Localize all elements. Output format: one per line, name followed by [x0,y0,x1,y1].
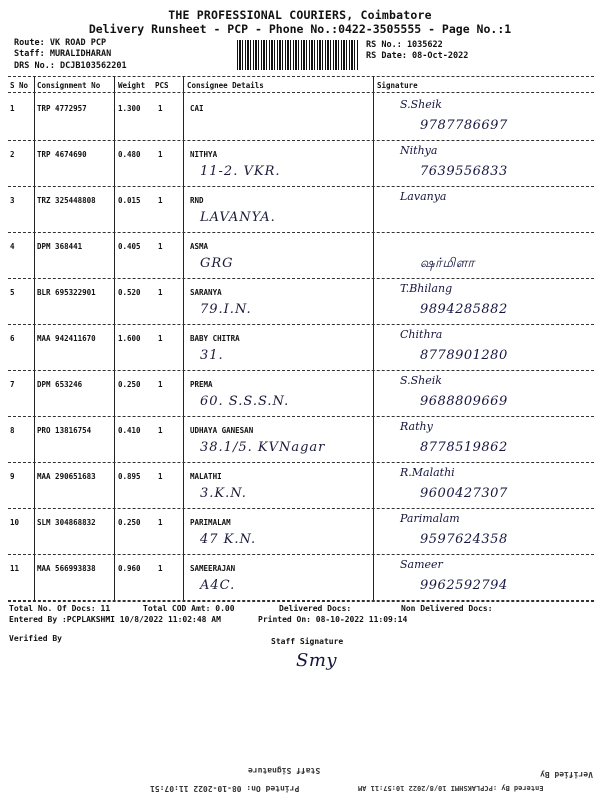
row-signature: S.Sheik [400,98,442,111]
staff-signature-label: Staff Signature [271,637,344,646]
row-consignee-name: SAMEERAJAN [190,564,236,573]
row-weight: 1.300 [118,104,141,113]
delivered-docs: Delivered Docs: [279,604,352,613]
row-signature: Parimalam [400,512,460,525]
table-top-rule [8,76,594,77]
row-signature: S.Sheik [400,374,442,387]
total-cod: Total COD Amt: 0.00 [143,604,235,613]
row-consignee-name: ASMA [190,242,209,251]
row-weight: 0.960 [118,564,141,573]
company-title: THE PROFESSIONAL COURIERS, Coimbatore [168,8,432,22]
column-header-consignment: Consignment No [37,81,101,90]
row-sno: 6 [10,334,15,343]
row-consignee-address: 38.1/5. KVNagar [200,440,326,455]
row-consignee-address: A4C. [200,578,236,593]
row-consignee-name: MALATHI [190,472,222,481]
row-signature-phone: 9962592794 [420,578,508,593]
row-consignee-address: 79.I.N. [200,302,252,317]
row-consignee-address: 60. S.S.S.N. [200,394,290,409]
non-delivered-docs: Non Delivered Docs: [401,604,493,613]
bleed-entered-by: Entered By :PCPLAKSHMI 10/8/2022 10:57:11 AM [358,784,544,792]
row-consignment-no: BLR 695322901 [37,288,96,297]
row-weight: 0.405 [118,242,141,251]
bleed-printed-on: Printed On: 08-10-2022 11:07:51 [150,784,300,793]
column-header-pcs: PCS [155,81,169,90]
row-consignee-name: NITHYA [190,150,218,159]
row-pcs: 1 [158,472,163,481]
row-sno: 1 [10,104,15,113]
row-pcs: 1 [158,564,163,573]
row-weight: 0.410 [118,426,141,435]
row-signature: Lavanya [400,190,447,203]
row-consignee-address: 11-2. VKR. [200,164,281,179]
row-consignee-name: PREMA [190,380,213,389]
row-signature-phone: 9688809669 [420,394,508,409]
staff-label: Staff: MURALIDHARAN [14,49,112,59]
row-consignment-no: DPM 653246 [37,380,83,389]
row-pcs: 1 [158,518,163,527]
total-docs: Total No. Of Docs: 11 [9,604,111,613]
row-signature-phone: 9787786697 [420,118,508,133]
row-divider [8,416,594,417]
printed-on: Printed On: 08-10-2022 11:09:14 [258,615,408,624]
barcode-image [237,40,359,70]
row-sno: 3 [10,196,15,205]
row-consignment-no: PRO 13816754 [37,426,92,435]
row-pcs: 1 [158,150,163,159]
row-weight: 1.600 [118,334,141,343]
row-pcs: 1 [158,334,163,343]
row-sno: 7 [10,380,15,389]
header-bottom-rule [8,92,594,93]
row-sno: 4 [10,242,15,251]
row-consignee-address: 3.K.N. [200,486,247,501]
bleed-staff-signature: Staff Signature [248,766,321,775]
row-consignee-address: GRG [200,256,234,271]
row-signature: Rathy [400,420,433,433]
row-pcs: 1 [158,242,163,251]
row-divider [8,232,594,233]
row-signature-phone: 8778901280 [420,348,508,363]
column-header-signature: Signature [377,81,418,90]
row-consignee-name: UDHAYA GANESAN [190,426,254,435]
row-signature-phone: 8778519862 [420,440,508,455]
row-pcs: 1 [158,288,163,297]
entered-by: Entered By :PCPLAKSHMI 10/8/2022 11:02:48 AM [9,615,221,624]
row-weight: 0.520 [118,288,141,297]
row-divider [8,186,594,187]
row-consignment-no: DPM 368441 [37,242,83,251]
row-pcs: 1 [158,426,163,435]
row-weight: 0.480 [118,150,141,159]
bleed-verified-by: Verified By [540,770,593,779]
row-consignment-no: SLM 304868832 [37,518,96,527]
row-signature: Chithra [400,328,443,341]
row-consignment-no: TRZ 325448808 [37,196,96,205]
runsheet-subtitle: Delivery Runsheet - PCP - Phone No.:0422-3505555 - Page No.:1 [88,22,512,36]
drs-number: DRS No.: DCJB103562201 [14,61,127,71]
row-consignee-name: SARANYA [190,288,222,297]
column-header-consignee: Consignee Details [187,81,264,90]
row-weight: 0.250 [118,380,141,389]
row-signature: T.Bhilang [400,282,453,295]
row-consignee-name: PARIMALAM [190,518,231,527]
verified-by-label: Verified By [9,634,62,643]
row-divider [8,278,594,279]
row-pcs: 1 [158,380,163,389]
row-divider [8,140,594,141]
row-consignment-no: TRP 4772957 [37,104,87,113]
row-divider [8,554,594,555]
row-divider [8,462,594,463]
staff-signature-mark: Smy [296,650,338,671]
row-consignment-no: MAA 290651683 [37,472,96,481]
row-signature-phone: ஷர்மிளா [420,256,475,271]
row-signature-phone: 9597624358 [420,532,508,547]
column-header-weight: Weight [118,81,146,90]
row-signature: R.Malathi [400,466,455,479]
row-sno: 2 [10,150,15,159]
row-sno: 10 [10,518,20,527]
row-consignee-address: 31. [200,348,224,363]
row-sno: 8 [10,426,15,435]
row-weight: 0.015 [118,196,141,205]
row-consignment-no: MAA 942411670 [37,334,96,343]
row-consignee-name: CAI [190,104,204,113]
row-divider [8,370,594,371]
column-header-sno: S No [10,81,29,90]
row-consignment-no: MAA 566993838 [37,564,96,573]
row-weight: 0.250 [118,518,141,527]
row-divider [8,324,594,325]
rs-number: RS No.: 1035622 [366,40,443,50]
row-consignee-name: BABY CHITRA [190,334,240,343]
row-divider [8,508,594,509]
row-signature-phone: 9600427307 [420,486,508,501]
row-sno: 11 [10,564,20,573]
row-pcs: 1 [158,196,163,205]
route-label: Route: VK ROAD PCP [14,38,107,48]
row-weight: 0.895 [118,472,141,481]
rs-date: RS Date: 08-Oct-2022 [366,51,469,61]
row-signature: Sameer [400,558,443,571]
row-consignee-name: RND [190,196,204,205]
row-consignment-no: TRP 4674690 [37,150,87,159]
row-sno: 9 [10,472,15,481]
row-sno: 5 [10,288,15,297]
row-consignee-address: LAVANYA. [200,210,276,225]
table-bottom-rule [8,601,594,602]
row-signature-phone: 7639556833 [420,164,508,179]
row-signature: Nithya [400,144,438,157]
row-pcs: 1 [158,104,163,113]
row-consignee-address: 47 K.N. [200,532,257,547]
row-signature-phone: 9894285882 [420,302,508,317]
